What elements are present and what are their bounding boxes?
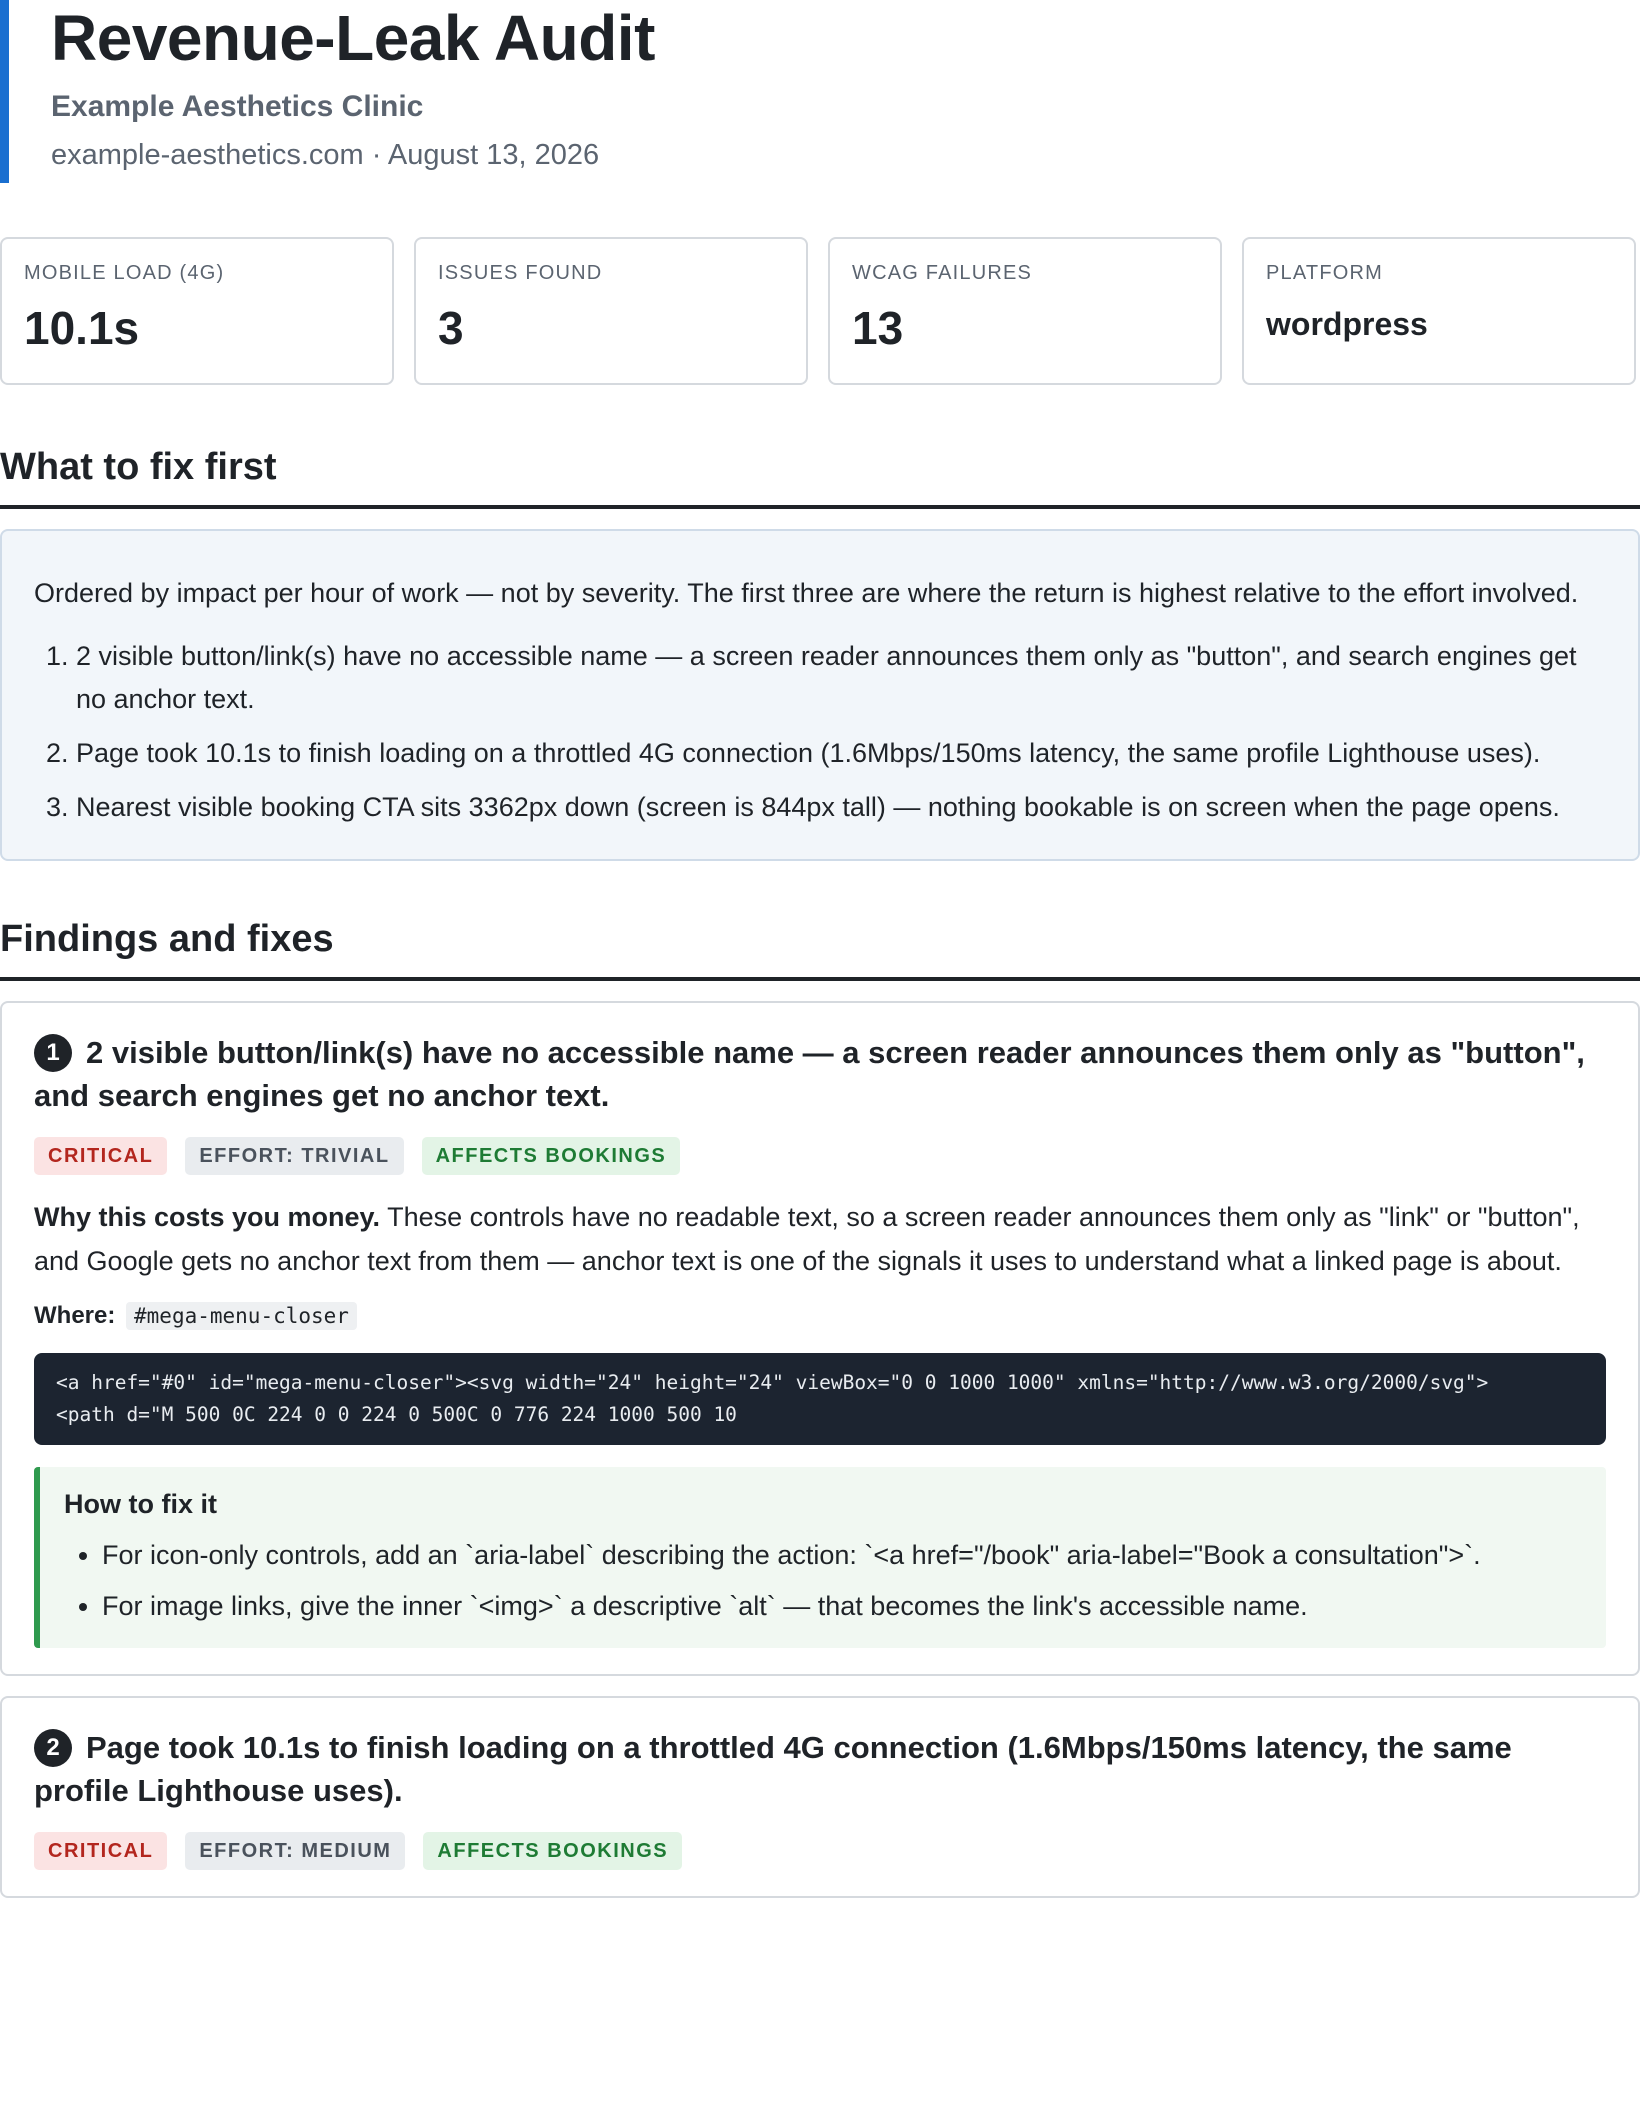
how-to-fix-box — [34, 1467, 1606, 1648]
effort-badge: EFFORT: MEDIUM — [185, 1832, 405, 1870]
bookings-badge: AFFECTS BOOKINGS — [422, 1137, 681, 1175]
list-item: 3. Nearest visible booking CTA sits 3362px down (screen is 844px tall) — nothing bookable is on screen when the page opens. — [76, 786, 1606, 829]
stat-label: PLATFORM — [1266, 262, 1384, 284]
finding-title — [34, 1726, 1606, 1812]
severity-badge: CRITICAL — [34, 1832, 167, 1870]
stat-label: ISSUES FOUND — [438, 262, 603, 284]
report-header — [0, 0, 1640, 183]
finding-title — [34, 1031, 1606, 1117]
why-label: Why this costs you money. — [34, 1202, 381, 1232]
list-item: 1. 2 visible button/link(s) have no accessible name — a screen reader announces them only as "button", and search engines get no anchor text. — [76, 635, 1606, 721]
where-line — [34, 1299, 1606, 1333]
page-title: Revenue-Leak Audit — [51, 2, 655, 74]
code-snippet: <a href="#0" id="mega-menu-closer"><svg width="24" height="24" viewBox="0 0 1000 1000" xmlns="http://www.w3.org/2000/svg"> <path d="M 500 0C 224 0 0 224 0 500C 0 776 224 1000 500 10 — [34, 1353, 1606, 1445]
stat-label: WCAG FAILURES — [852, 262, 1033, 284]
stat-value: 10.1s — [24, 302, 140, 354]
list-item: • For icon-only controls, add an `aria-label` describing the action: `<a href="/book" aria-label="Book a consultation">`. — [102, 1535, 1582, 1575]
stat-value: wordpress — [1266, 306, 1428, 342]
finding-number-badge: 1 — [34, 1034, 72, 1072]
finding-tags — [34, 1832, 1606, 1870]
effort-badge: EFFORT: TRIVIAL — [185, 1137, 403, 1175]
site-and-date: example-aesthetics.com · August 13, 2026 — [51, 139, 600, 171]
why-text: These controls have no readable text, so a screen reader announces them only as "link" or "button", and Google gets no anchor text from them — anchor text is one of the signals it uses to understand what a linked page is about. — [34, 1202, 1580, 1276]
why-costs-money — [34, 1195, 1606, 1283]
section-heading-fix-first: What to fix first — [0, 445, 1640, 509]
how-to-fix-title: How to fix it — [64, 1489, 217, 1519]
fix-first-list — [34, 635, 1606, 829]
severity-badge: CRITICAL — [34, 1137, 167, 1175]
stat-card-issues-found — [414, 237, 808, 385]
list-item: 2. Page took 10.1s to finish loading on a throttled 4G connection (1.6Mbps/150ms latency, the same profile Lighthouse uses). — [76, 732, 1606, 775]
stats-row — [0, 237, 1640, 385]
stat-value: 13 — [852, 302, 904, 354]
finding-title-text: 2 visible button/link(s) have no accessible name — a screen reader announces them only as "button", and search engines get no anchor text. — [34, 1035, 1585, 1113]
selector-chip: #mega-menu-closer — [126, 1302, 357, 1330]
stat-card-platform — [1242, 237, 1636, 385]
finding-tags — [34, 1137, 1606, 1175]
list-item: • For image links, give the inner `<img>` a descriptive `alt` — that becomes the link's accessible name. — [102, 1586, 1582, 1626]
where-label: Where: — [34, 1302, 116, 1329]
stat-value: 3 — [438, 302, 464, 354]
stat-label: MOBILE LOAD (4G) — [24, 262, 225, 284]
stat-card-mobile-load — [0, 237, 394, 385]
finding-card-1 — [0, 1001, 1640, 1676]
stat-card-wcag-failures — [828, 237, 1222, 385]
bookings-badge: AFFECTS BOOKINGS — [423, 1832, 682, 1870]
finding-card-2 — [0, 1696, 1640, 1898]
clinic-name: Example Aesthetics Clinic — [51, 90, 424, 123]
finding-number-badge: 2 — [34, 1729, 72, 1767]
fix-first-box — [0, 529, 1640, 861]
how-to-fix-list — [64, 1535, 1582, 1626]
section-heading-findings: Findings and fixes — [0, 917, 1640, 981]
fix-first-intro: Ordered by impact per hour of work — not by severity. The first three are where the return is highest relative to the effort involved. — [34, 578, 1579, 608]
finding-title-text: Page took 10.1s to finish loading on a throttled 4G connection (1.6Mbps/150ms latency, the same profile Lighthouse uses). — [34, 1730, 1512, 1808]
